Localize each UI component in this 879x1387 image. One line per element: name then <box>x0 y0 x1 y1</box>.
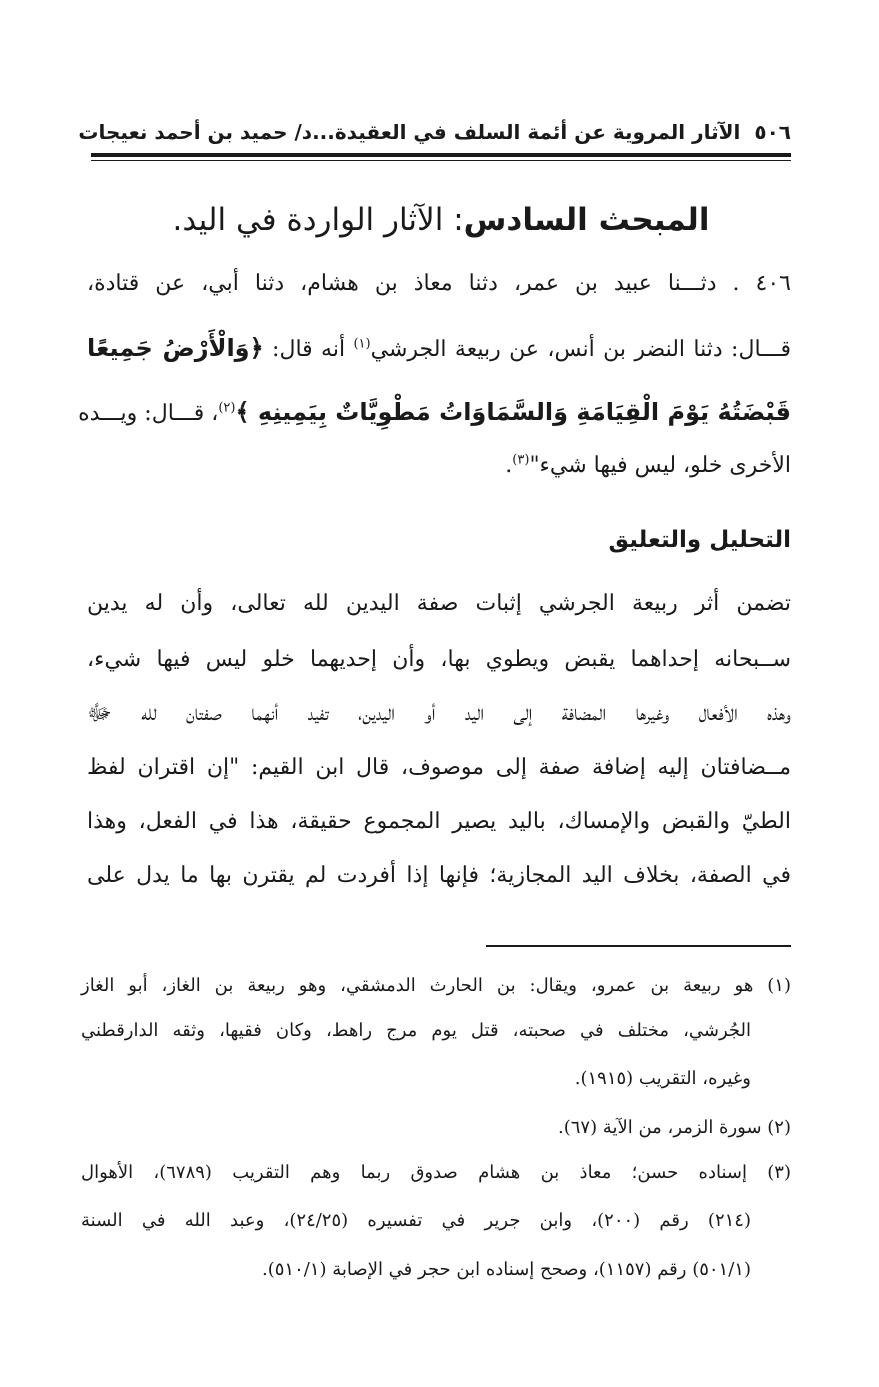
footnote-ref-3[interactable]: (٣) <box>512 452 530 468</box>
footnote-3-line-2: (٢١٤) رقم (٢٠٠)، وابن جرير في تفسيره (٢٤/٢٥)، وعبد الله في السنة <box>81 1210 752 1231</box>
analysis-heading: التحليل والتعليق <box>608 527 791 553</box>
header-rule-thick <box>91 153 791 157</box>
footnote-separator <box>486 945 791 947</box>
section-title <box>91 190 791 250</box>
analysis-line-1: تضمن أثر ربيعة الجرشي إثبات صفة اليدين لله تعالى، وأن له يدين <box>87 591 791 616</box>
section-title-bold: المبحث السادس <box>463 202 710 238</box>
footnote-3-line-1: (٣) إسناده حسن؛ معاذ بن هشام صدوق ربما وهم التقريب (٦٧٨٩)، الأهوال <box>81 1162 791 1183</box>
athar-line-4-tail: . <box>505 453 513 478</box>
athar-line-4 <box>87 446 791 486</box>
quran-verse-part-2: قَبْضَتُهُ يَوْمَ الْقِيَامَةِ وَالسَّمَاوَاتُ مَطْوِيَّاتٌ بِيَمِينِهِ ﴾ <box>235 398 791 426</box>
athar-line-3 <box>78 392 791 432</box>
footnote-ref-2[interactable]: (٢) <box>218 400 236 416</box>
page-number: ٥٠٦ <box>754 120 791 144</box>
footnote-1-line-2: الجُرشي، مختلف في صحبته، قتل يوم مرج راهط، وكان فقيها، وثقه الدارقطني <box>81 1020 751 1041</box>
footnote-3-line-3: (٥٠١/١) رقم (١١٥٧)، وصحح إسناده ابن حجر في الإصابة (٥١٠/١). <box>262 1259 751 1280</box>
running-head <box>78 112 791 152</box>
footnote-ref-1[interactable]: (١) <box>353 336 371 352</box>
analysis-line-6: في الصفة، بخلاف اليد المجازية؛ فإنها إذا أفردت لم يقترن بها ما يدل على <box>87 863 791 888</box>
analysis-line-2: ســبحانه إحداهما يقبض ويطوي بها، وأن إحديهما خلو ليس فيها شيء، <box>87 647 791 672</box>
athar-line-2 <box>87 328 791 368</box>
footnote-1-line-1: (١) هو ربيعة بن عمرو، ويقال: بن الحارث الدمشقي، وهو ربيعة بن الغاز، أبو الغاز <box>81 975 791 996</box>
athar-line-1: ٤٠٦ . دثـــنا عبيد بن عمر، دثنا معاذ بن هشام، دثنا أبي، عن قتادة، <box>87 271 791 296</box>
athar-line-3-tail: ، قـــال: ويـــده <box>78 401 219 426</box>
footnote-2-line-1: (٢) سورة الزمر، من الآية (٦٧). <box>557 1117 791 1138</box>
header-rule-thin <box>91 160 791 161</box>
footnote-1-line-3: وغيره، التقريب (١٩١٥). <box>574 1068 751 1089</box>
athar-line-2-text: قـــال: دثنا النضر بن أنس، عن ربيعة الجرشي <box>370 337 791 362</box>
analysis-line-4: مــضافتان إليه إضافة صفة إلى موصوف، قال ابن القيم: "إن اقتران لفظ <box>87 755 791 780</box>
athar-line-2-tail: أنه قال: <box>263 337 354 362</box>
quran-verse-part-1: ﴿وَالْأَرْضُ جَمِيعًا <box>87 334 264 362</box>
analysis-line-3: وهذه الأفعال وغيرها المضافة إلى اليد أو اليدين، تفيد أنهما صفتان لله ﷻ <box>87 701 791 726</box>
athar-line-4-text: الأخرى خلو، ليس فيها شيء" <box>529 453 791 478</box>
journal-title: الآثار المروية عن أئمة السلف في العقيدة...د/ حميد بن أحمد نعيجات <box>78 120 741 144</box>
section-title-rest: : الآثار الواردة في اليد. <box>172 202 464 238</box>
analysis-line-5: الطيّ والقبض والإمساك، باليد يصير المجموع حقيقة، هذا في الفعل، وهذا <box>87 809 791 834</box>
